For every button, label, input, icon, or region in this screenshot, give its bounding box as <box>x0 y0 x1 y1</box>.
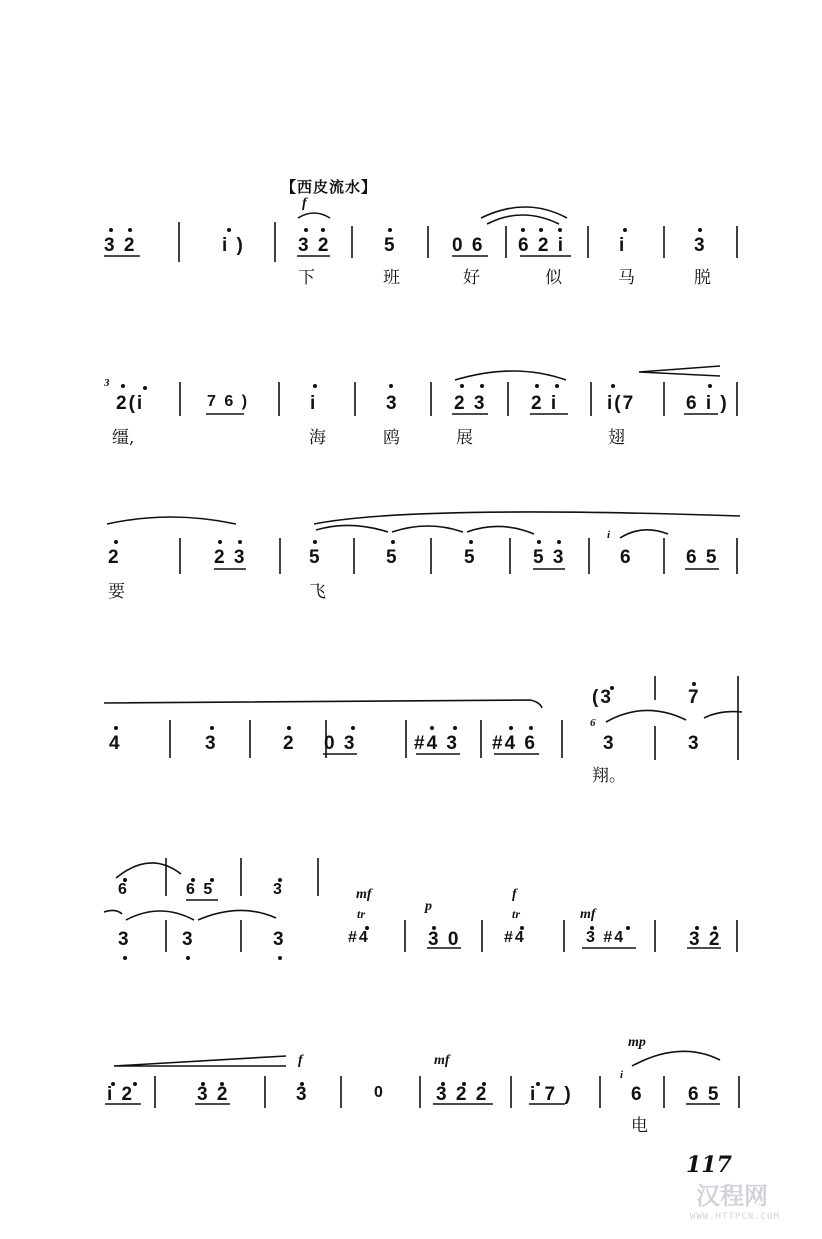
lyric: 展 <box>456 428 473 448</box>
note-group: 3 <box>694 235 707 256</box>
note-group: 5 <box>464 547 477 568</box>
note-group: i <box>310 393 318 414</box>
note-group: 7 <box>688 687 701 708</box>
note-group: 5 <box>384 235 397 256</box>
note-group: #4 <box>504 929 526 946</box>
note-group: 2 3 <box>214 547 247 568</box>
note-group: 3 2 <box>197 1084 230 1105</box>
dynamic-mark: mf <box>580 907 596 922</box>
lyric: 班 <box>383 268 400 288</box>
note-group: 3 <box>273 881 284 898</box>
dynamic-mark: f <box>302 196 307 211</box>
note-group: #4 6 <box>492 733 537 754</box>
note-group: 3 <box>182 929 195 950</box>
trill-mark: tr <box>512 907 521 921</box>
lyric: 似 <box>545 268 562 288</box>
dynamic-mark: mf <box>356 887 372 902</box>
lyric: 翅 <box>608 428 625 448</box>
note-group: 3 <box>296 1084 309 1105</box>
lyric: 马 <box>618 268 635 288</box>
note-group: 6 <box>631 1084 644 1105</box>
note-group: 0 6 <box>452 235 485 256</box>
note-group: 3 2 <box>104 235 137 256</box>
dynamic-mark: f <box>512 887 517 902</box>
dynamic-mark: mf <box>434 1053 450 1068</box>
note-group: 3 2 <box>689 929 722 950</box>
lyric: 脱 <box>694 268 711 288</box>
note-group: 7 6 ) <box>207 393 250 410</box>
dynamic-mark: mp <box>628 1035 646 1050</box>
note-group: 5 <box>309 547 322 568</box>
dynamic-mark: p <box>425 899 432 914</box>
note-group: 2 i <box>531 393 559 414</box>
note-group: 3 <box>688 733 701 754</box>
note-group: 6 5 <box>688 1084 721 1105</box>
note-group: (3 <box>592 687 613 708</box>
note-group: 2 <box>283 733 296 754</box>
note-group: 3 2 2 <box>436 1084 489 1105</box>
note-group: 6 i ) <box>686 393 729 414</box>
watermark-logo: 汉程网 <box>696 1182 768 1210</box>
note-group: 3 0 <box>428 929 461 950</box>
note-group: i 7 ) <box>530 1084 573 1105</box>
grace-note: 6 <box>590 717 596 729</box>
note-group: 6 5 <box>686 547 719 568</box>
note-group: i(7 <box>607 393 636 414</box>
lyric: 缰, <box>112 428 135 448</box>
lyric: 翔。 <box>592 766 626 786</box>
note-group: 0 <box>374 1084 385 1101</box>
note-group: i 2 <box>107 1084 135 1105</box>
lyric: 鸥 <box>383 428 400 448</box>
dynamic-mark: f <box>298 1053 303 1068</box>
note-group: 3 2 <box>298 235 331 256</box>
grace-note: i <box>620 1069 624 1081</box>
note-group: 3 <box>205 733 218 754</box>
note-group: 3 <box>603 733 616 754</box>
lyric: 电 <box>631 1116 648 1136</box>
note-group: i ) <box>222 235 245 256</box>
note-group: 3 <box>118 929 131 950</box>
note-group: 2 <box>108 547 121 568</box>
note-group: #4 3 <box>414 733 459 754</box>
grace-note: 3 <box>104 377 110 389</box>
lyric: 下 <box>298 268 315 288</box>
note-group: 5 <box>386 547 399 568</box>
lyric: 要 <box>108 582 125 602</box>
grace-note: i <box>607 529 611 541</box>
lyric: 海 <box>309 428 326 448</box>
lyric: 好 <box>463 268 480 288</box>
note-group: 6 <box>620 547 633 568</box>
trill-mark: tr <box>357 907 366 921</box>
note-group: 6 5 <box>186 881 215 898</box>
note-group: 3 #4 <box>586 929 626 946</box>
note-group: i <box>619 235 627 256</box>
note-group: 3 <box>386 393 399 414</box>
note-group: 3 <box>273 929 286 950</box>
section-label: 【西皮流水】 <box>281 178 378 196</box>
note-group: 6 2 i <box>518 235 565 256</box>
note-group: #4 <box>348 929 370 946</box>
page-number: 117 <box>686 1152 732 1178</box>
watermark-url: WWW.HTTPCN.COM <box>690 1212 780 1222</box>
note-group: 5 3 <box>533 547 566 568</box>
lyric: 飞 <box>309 582 326 602</box>
note-group: 2(i <box>116 393 145 414</box>
note-group: 6 <box>118 881 129 898</box>
note-group: 2 3 <box>454 393 487 414</box>
note-group: 0 3 <box>324 733 357 754</box>
note-group: 4 <box>109 733 122 754</box>
